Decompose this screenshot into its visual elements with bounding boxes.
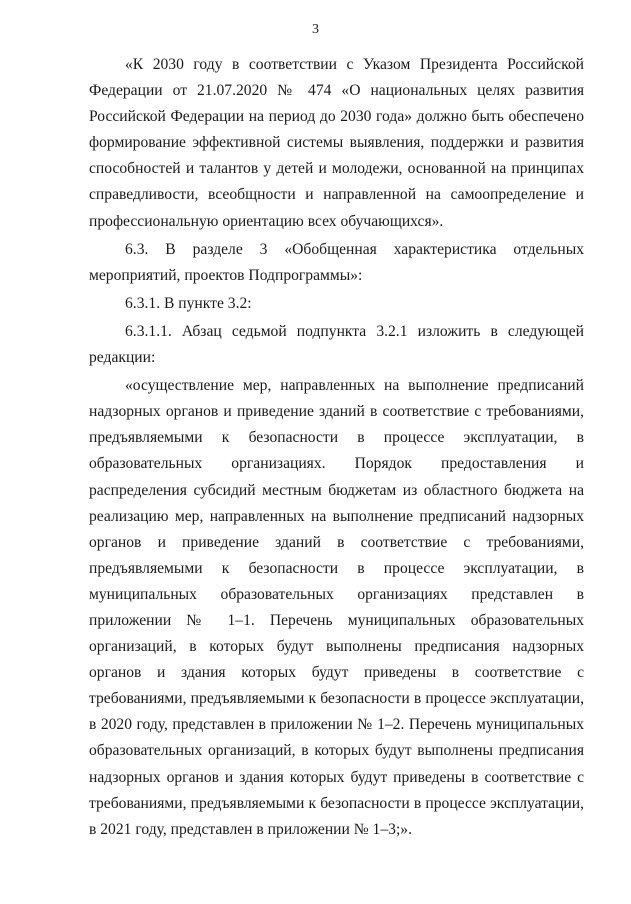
paragraph-new-wording: «осуществление мер, направленных на выполнение предписаний надзорных органов и приведение зданий в соответствие с требованиями, предъявляемыми к безопасности в процессе эксплуатации, в образовательных организациях. Порядок предоставления и распределения субсидий местным бюджетам из областного бюджета на реализацию мер, направленных на выполнение предписаний надзорных органов и приведение зданий в соответствие с требованиями, предъявляемыми к безопасности в процессе эксплуатации, в муниципальных образовательных организациях представлен в приложении № 1–1. Перечень муниципальных образовательных организаций, в которых будут выполнены предписания надзорных органов и здания которых будут приведены в соответствие с требованиями, предъявляемыми к безопасности в процессе эксплуатации, в 2020 году, представлен в приложении № 1–2. Перечень муниципальных образовательных организаций, в которых будут выполнены предписания надзорных органов и здания которых будут приведены в соответствие с требованиями, предъявляемыми к безопасности в процессе эксплуатации, в 2021 году, представлен в приложении № 1–3;». — [89, 377, 584, 838]
page-number: 3 — [312, 22, 319, 37]
paragraph-section-6-3-1: 6.3.1. В пункте 3.2: — [125, 294, 252, 312]
paragraph-section-6-3: 6.3. В разделе 3 «Обобщенная характеристика отдельных мероприятий, проектов Подпрограммы»: — [89, 240, 584, 284]
paragraph-section-6-3-1-1: 6.3.1.1. Абзац седьмой подпункта 3.2.1 изложить в следующей редакции: — [89, 322, 584, 367]
paragraph-target-2030: «К 2030 году в соответствии с Указом Президента Российской Федерации от 21.07.2020 № 474 «О национальных целях развития Российской Федерации на период до 2030 года» должно быть обеспечено формирование эффективной системы выявления, поддержки и развития способностей и талантов у детей и молодежи, основанной на принципах справедливости, всеобщности и направленной на самоопределение и профессиональную ориентацию всех обучающихся». — [89, 56, 584, 230]
document-body — [89, 52, 584, 843]
